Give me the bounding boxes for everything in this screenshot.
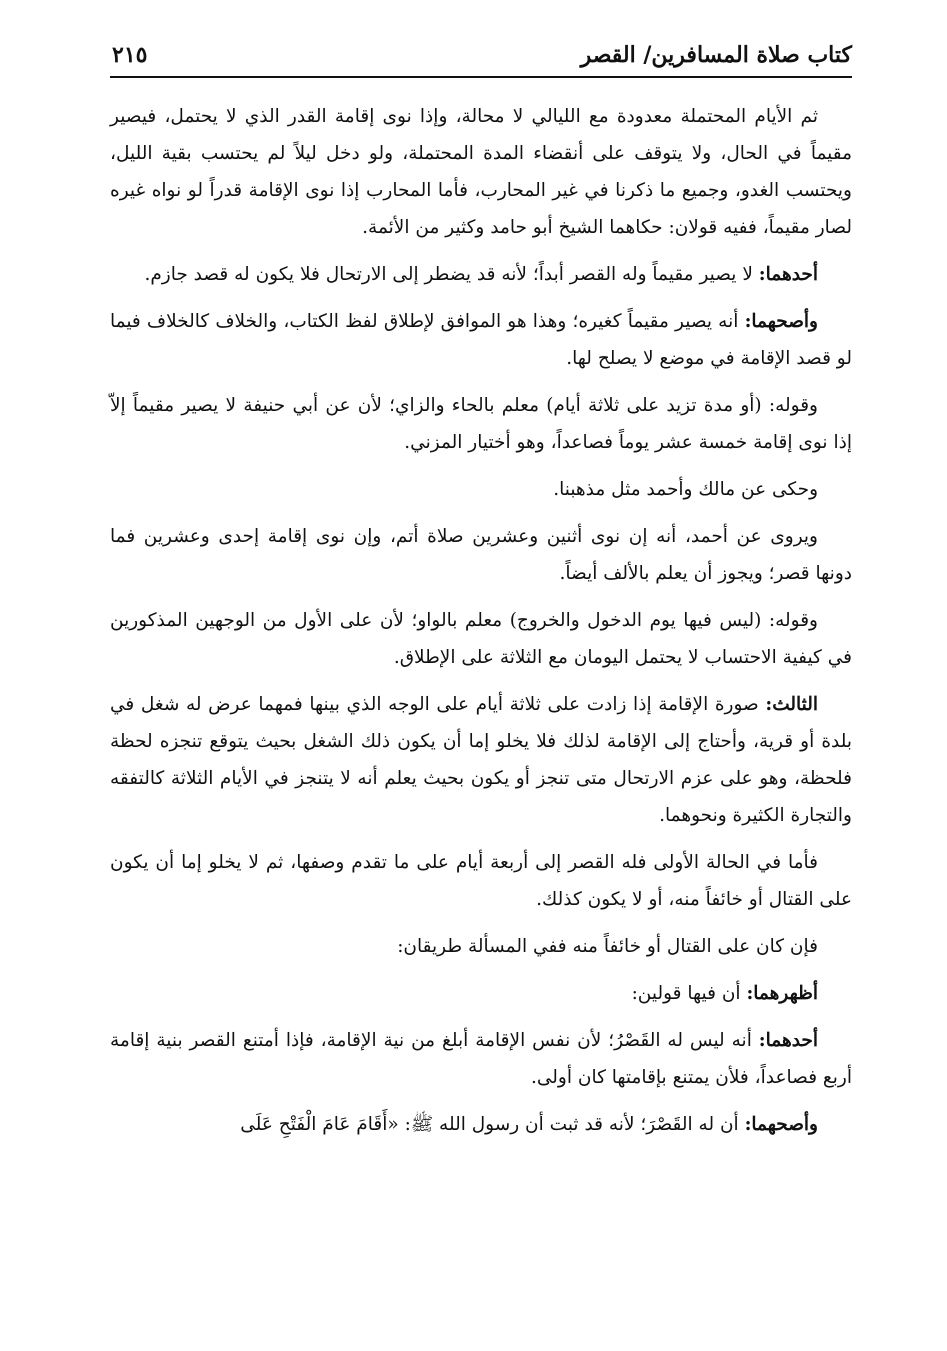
paragraph-text: وحكى عن مالك وأحمد مثل مذهبنا. <box>553 479 818 500</box>
paragraph-text: وقوله: (ليس فيها يوم الدخول والخروج) معلم بالواو؛ لأن على الأول من الوجهين المذكورين في كيفية الاحتساب لا يحتمل اليومان مع الثلاثة على الإطلاق. <box>110 610 852 668</box>
running-title: كتاب صلاة المسافرين/ القصر <box>580 42 852 68</box>
paragraph-lead: أحدهما: <box>758 264 818 285</box>
paragraph <box>110 975 852 1012</box>
paragraph <box>110 602 852 676</box>
paragraph <box>110 928 852 965</box>
paragraph <box>110 471 852 508</box>
paragraph-text: أنه ليس له القَصْرُ؛ لأن نفس الإقامة أبلغ من نية الإقامة، فإذا أمتنع القصر بنية إقامة أربع فصاعداً، فلأن يمتنع بإقامتها كان أولى. <box>110 1030 852 1088</box>
paragraph <box>110 518 852 592</box>
paragraph-text: صورة الإقامة إذا زادت على ثلاثة أيام على الوجه الذي بينها فمهما عرض له شغل في بلدة أو قرية، وأحتاج إلى الإقامة لذلك فلا يخلو إما أن يكون ذلك الشغل بحيث يتوقع تنجزه لحظة فلحظة، وهو على عزم الارتحال متى تنجز أو يكون بحيث يعلم أنه لا يتنجز في الأيام الثلاثة كالتفقه والتجارة الكثيرة ونحوهما. <box>110 694 853 826</box>
book-page <box>110 36 852 1153</box>
paragraph-lead: وأصحهما: <box>744 1114 818 1135</box>
paragraph-text: لا يصير مقيماً وله القصر أبداً؛ لأنه قد يضطر إلى الارتحال فلا يكون له قصد جازم. <box>144 264 753 285</box>
paragraph <box>110 303 852 377</box>
paragraph <box>110 98 852 246</box>
paragraph <box>110 1106 852 1143</box>
paragraph-lead: أحدهما: <box>758 1030 818 1051</box>
paragraph <box>110 387 852 461</box>
running-header <box>110 36 852 76</box>
paragraph-text: أنه يصير مقيماً كغيره؛ وهذا هو الموافق لإطلاق لفظ الكتاب، والخلاف كالخلاف فيما لو قصد الإقامة في موضع لا يصلح لها. <box>110 311 852 369</box>
paragraph-text: فإن كان على القتال أو خائفاً منه ففي المسألة طريقان: <box>397 936 818 957</box>
paragraph-text: وقوله: (أو مدة تزيد على ثلاثة أيام) معلم بالحاء والزاي؛ لأن عن أبي حنيفة لا يصير مقيماً إلاّ إذا نوى إقامة خمسة عشر يوماً فصاعداً، وهو أختيار المزني. <box>110 395 852 453</box>
header-rule <box>110 76 852 78</box>
paragraph-lead: الثالث: <box>765 694 819 715</box>
paragraph-lead: أظهرهما: <box>746 983 818 1004</box>
paragraph <box>110 686 852 834</box>
body-text <box>110 98 852 1143</box>
paragraph-lead: وأصحهما: <box>744 311 818 332</box>
paragraph-text: أن له القَصْرَ؛ لأنه قد ثبت أن رسول الله ﷺ: «أَقَامَ عَامَ الْفَتْحِ عَلَى <box>240 1114 739 1135</box>
page-number: ٢١٥ <box>112 42 148 68</box>
paragraph <box>110 844 852 918</box>
paragraph-text: ثم الأيام المحتملة معدودة مع الليالي لا محالة، وإذا نوى إقامة القدر الذي لا يحتمل، فيصير مقيماً في الحال، ولا يتوقف على أنقضاء المدة المحتملة، ولو دخل ليلاً لم يحتسب بقية الليل، ويحتسب الغدو، وجميع ما ذكرنا في غير المحارب، فأما المحارب إذا نوى الإقامة قدراً لو نواه غيره لصار مقيماً، ففيه قولان: حكاهما الشيخ أبو حامد وكثير من الأئمة. <box>110 106 852 238</box>
paragraph <box>110 1022 852 1096</box>
paragraph-text: فأما في الحالة الأولى فله القصر إلى أربعة أيام على ما تقدم وصفها، ثم لا يخلو إما أن يكون على القتال أو خائفاً منه، أو لا يكون كذلك. <box>110 852 852 910</box>
paragraph-text: أن فيها قولين: <box>631 983 741 1004</box>
paragraph <box>110 256 852 293</box>
paragraph-text: ويروى عن أحمد، أنه إن نوى أثنين وعشرين صلاة أتم، وإن نوى إقامة إحدى وعشرين فما دونها قصر؛ ويجوز أن يعلم بالألف أيضاً. <box>110 526 852 584</box>
